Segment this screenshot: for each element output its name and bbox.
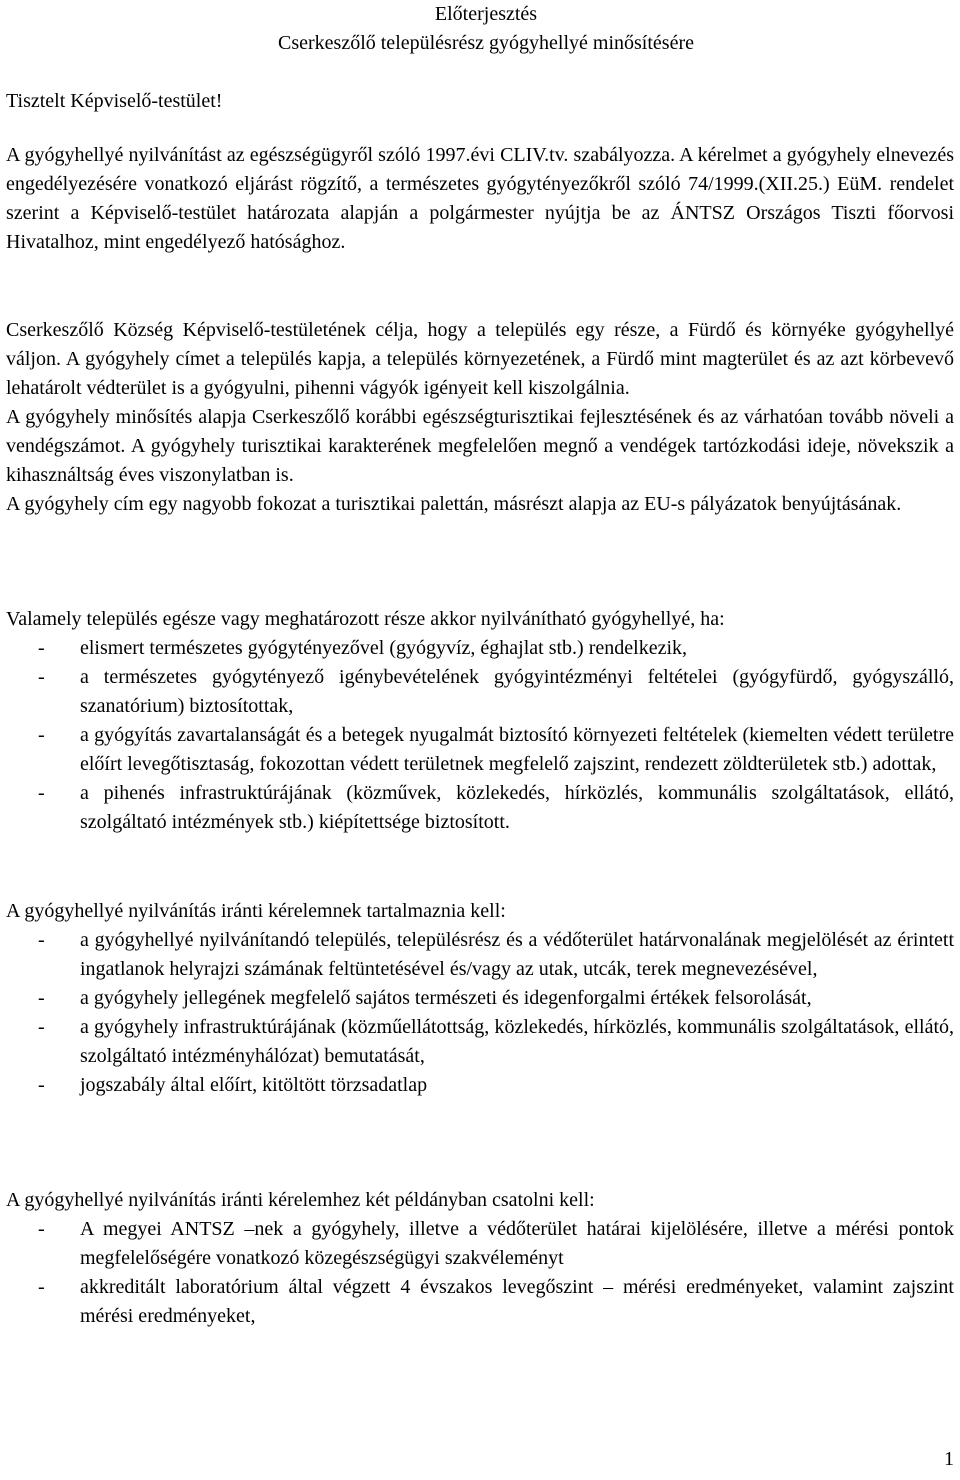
list-item-text: a gyógyítás zavartalanságát és a betegek nyugalmát biztosító környezeti feltételek (kiemelten védett területre előírt levegőtisztaság, fokozottan védett területnek megfelelő zajszint, rendezett zöldterületek stb.) adottak, <box>80 724 954 775</box>
list-item-text: a gyógyhely jellegének megfelelő sajátos természeti és idegenforgalmi értékek felsorolását, <box>80 987 812 1009</box>
dash-bullet: - <box>38 782 45 804</box>
dash-bullet: - <box>38 929 45 951</box>
list-item <box>6 1071 954 1100</box>
list-item <box>6 1215 954 1273</box>
dash-bullet: - <box>38 1074 45 1096</box>
list-item <box>6 926 954 984</box>
list-item-text: a pihenés infrastruktúrájának (közművek, közlekedés, hírközlés, kommunális szolgáltatások, ellátó, szolgáltató intézmények stb.) kiépítettsége biztosított. <box>80 782 954 833</box>
document-header <box>216 0 756 58</box>
goals-paragraph: A gyógyhely minősítés alapja Cserkeszőlő korábbi egészségturisztikai fejlesztésének és az várhatóan tovább növeli a vendégszámot. A gyógyhely turisztikai karakterének megfelelően megnő a vendégek tartózkodási ideje, növekszik a kihasználtság éves viszonylatban is. <box>6 406 954 486</box>
contents-lead: A gyógyhellyé nyilvánítás iránti kérelemnek tartalmaznia kell: <box>6 900 506 922</box>
conditions-list <box>6 634 954 837</box>
list-item <box>6 1013 954 1071</box>
dash-bullet: - <box>38 1276 45 1298</box>
list-item-text: a természetes gyógytényező igénybevételének gyógyintézményi feltételei (gyógyfürdő, gyógyszálló, szanatórium) biztosítottak, <box>80 666 954 717</box>
list-item <box>6 634 954 663</box>
dash-bullet: - <box>38 1016 45 1038</box>
list-item-text: A megyei ANTSZ –nek a gyógyhely, illetve a védőterület határai kijelölésére, illetve a mérési pontok megfelelőségére vonatkozó közegészségügyi szakvéleményt <box>80 1218 954 1269</box>
contents-list <box>6 926 954 1100</box>
conditions-section <box>6 605 954 837</box>
list-item <box>6 984 954 1013</box>
dash-bullet: - <box>38 724 45 746</box>
dash-bullet: - <box>38 1218 45 1240</box>
dash-bullet: - <box>38 637 45 659</box>
list-item <box>6 663 954 721</box>
document-subtitle: Cserkeszőlő településrész gyógyhellyé minősítésére <box>278 32 694 54</box>
list-item-text: a gyógyhellyé nyilvánítandó település, településrész és a védőterület határvonalának megjelölését az érintett ingatlanok helyrajzi számának feltüntetésével és/vagy az utak, utcák, terek megnevezésével, <box>80 929 954 980</box>
attachments-lead: A gyógyhellyé nyilvánítás iránti kérelemhez két példányban csatolni kell: <box>6 1189 595 1211</box>
list-item <box>6 721 954 779</box>
intro-text: A gyógyhellyé nyilvánítást az egészségügyről szóló 1997.évi CLIV.tv. szabályozza. A kérelmet a gyógyhely elnevezés engedélyezésére vonatkozó eljárást rögzítő, a természetes gyógytényezőkről szóló 74/1999.(XII.25.) EüM. rendelet szerint a Képviselő-testület határozata alapján a polgármester nyújtja be az ÁNTSZ Országos Tiszti főorvosi Hivatalhoz, mint engedélyező hatósághoz. <box>6 144 954 253</box>
dash-bullet: - <box>38 666 45 688</box>
goals-paragraph: A gyógyhely cím egy nagyobb fokozat a turisztikai palettán, másrészt alapja az EU-s pályázatok benyújtásának. <box>6 493 902 515</box>
list-item-text: akkreditált laboratórium által végzett 4 évszakos levegőszint – mérési eredményeket, valamint zajszint mérési eredményeket, <box>80 1276 954 1327</box>
page-number: 1 <box>944 1448 954 1470</box>
conditions-lead: Valamely település egésze vagy meghatározott része akkor nyilvánítható gyógyhellyé, ha: <box>6 608 725 630</box>
list-item-text: elismert természetes gyógytényezővel (gyógyvíz, éghajlat stb.) rendelkezik, <box>80 637 688 659</box>
attachments-list <box>6 1215 954 1331</box>
salutation: Tisztelt Képviselő-testület! <box>6 90 223 112</box>
goals-section <box>6 316 954 519</box>
goals-paragraph: Cserkeszőlő Község Képviselő-testületének célja, hogy a település egy része, a Fürdő és környéke gyógyhellyé váljon. A gyógyhely címet a település kapja, a település környezetének, a Fürdő mint magterület és az azt körbevevő lehatárolt védterület is a gyógyulni, pihenni vágyók igényeit kell kiszolgálnia. <box>6 319 954 399</box>
dash-bullet: - <box>38 987 45 1009</box>
list-item-text: jogszabály által előírt, kitöltött törzsadatlap <box>80 1074 428 1096</box>
list-item-text: a gyógyhely infrastruktúrájának (közműellátottság, közlekedés, hírközlés, kommunális szolgáltatások, ellátó, szolgáltató intézményhálózat) bemutatását, <box>80 1016 954 1067</box>
contents-section <box>6 897 954 1100</box>
attachments-section <box>6 1186 954 1331</box>
list-item <box>6 779 954 837</box>
document-title: Előterjesztés <box>434 3 538 25</box>
intro-paragraph <box>6 141 954 257</box>
list-item <box>6 1273 954 1331</box>
